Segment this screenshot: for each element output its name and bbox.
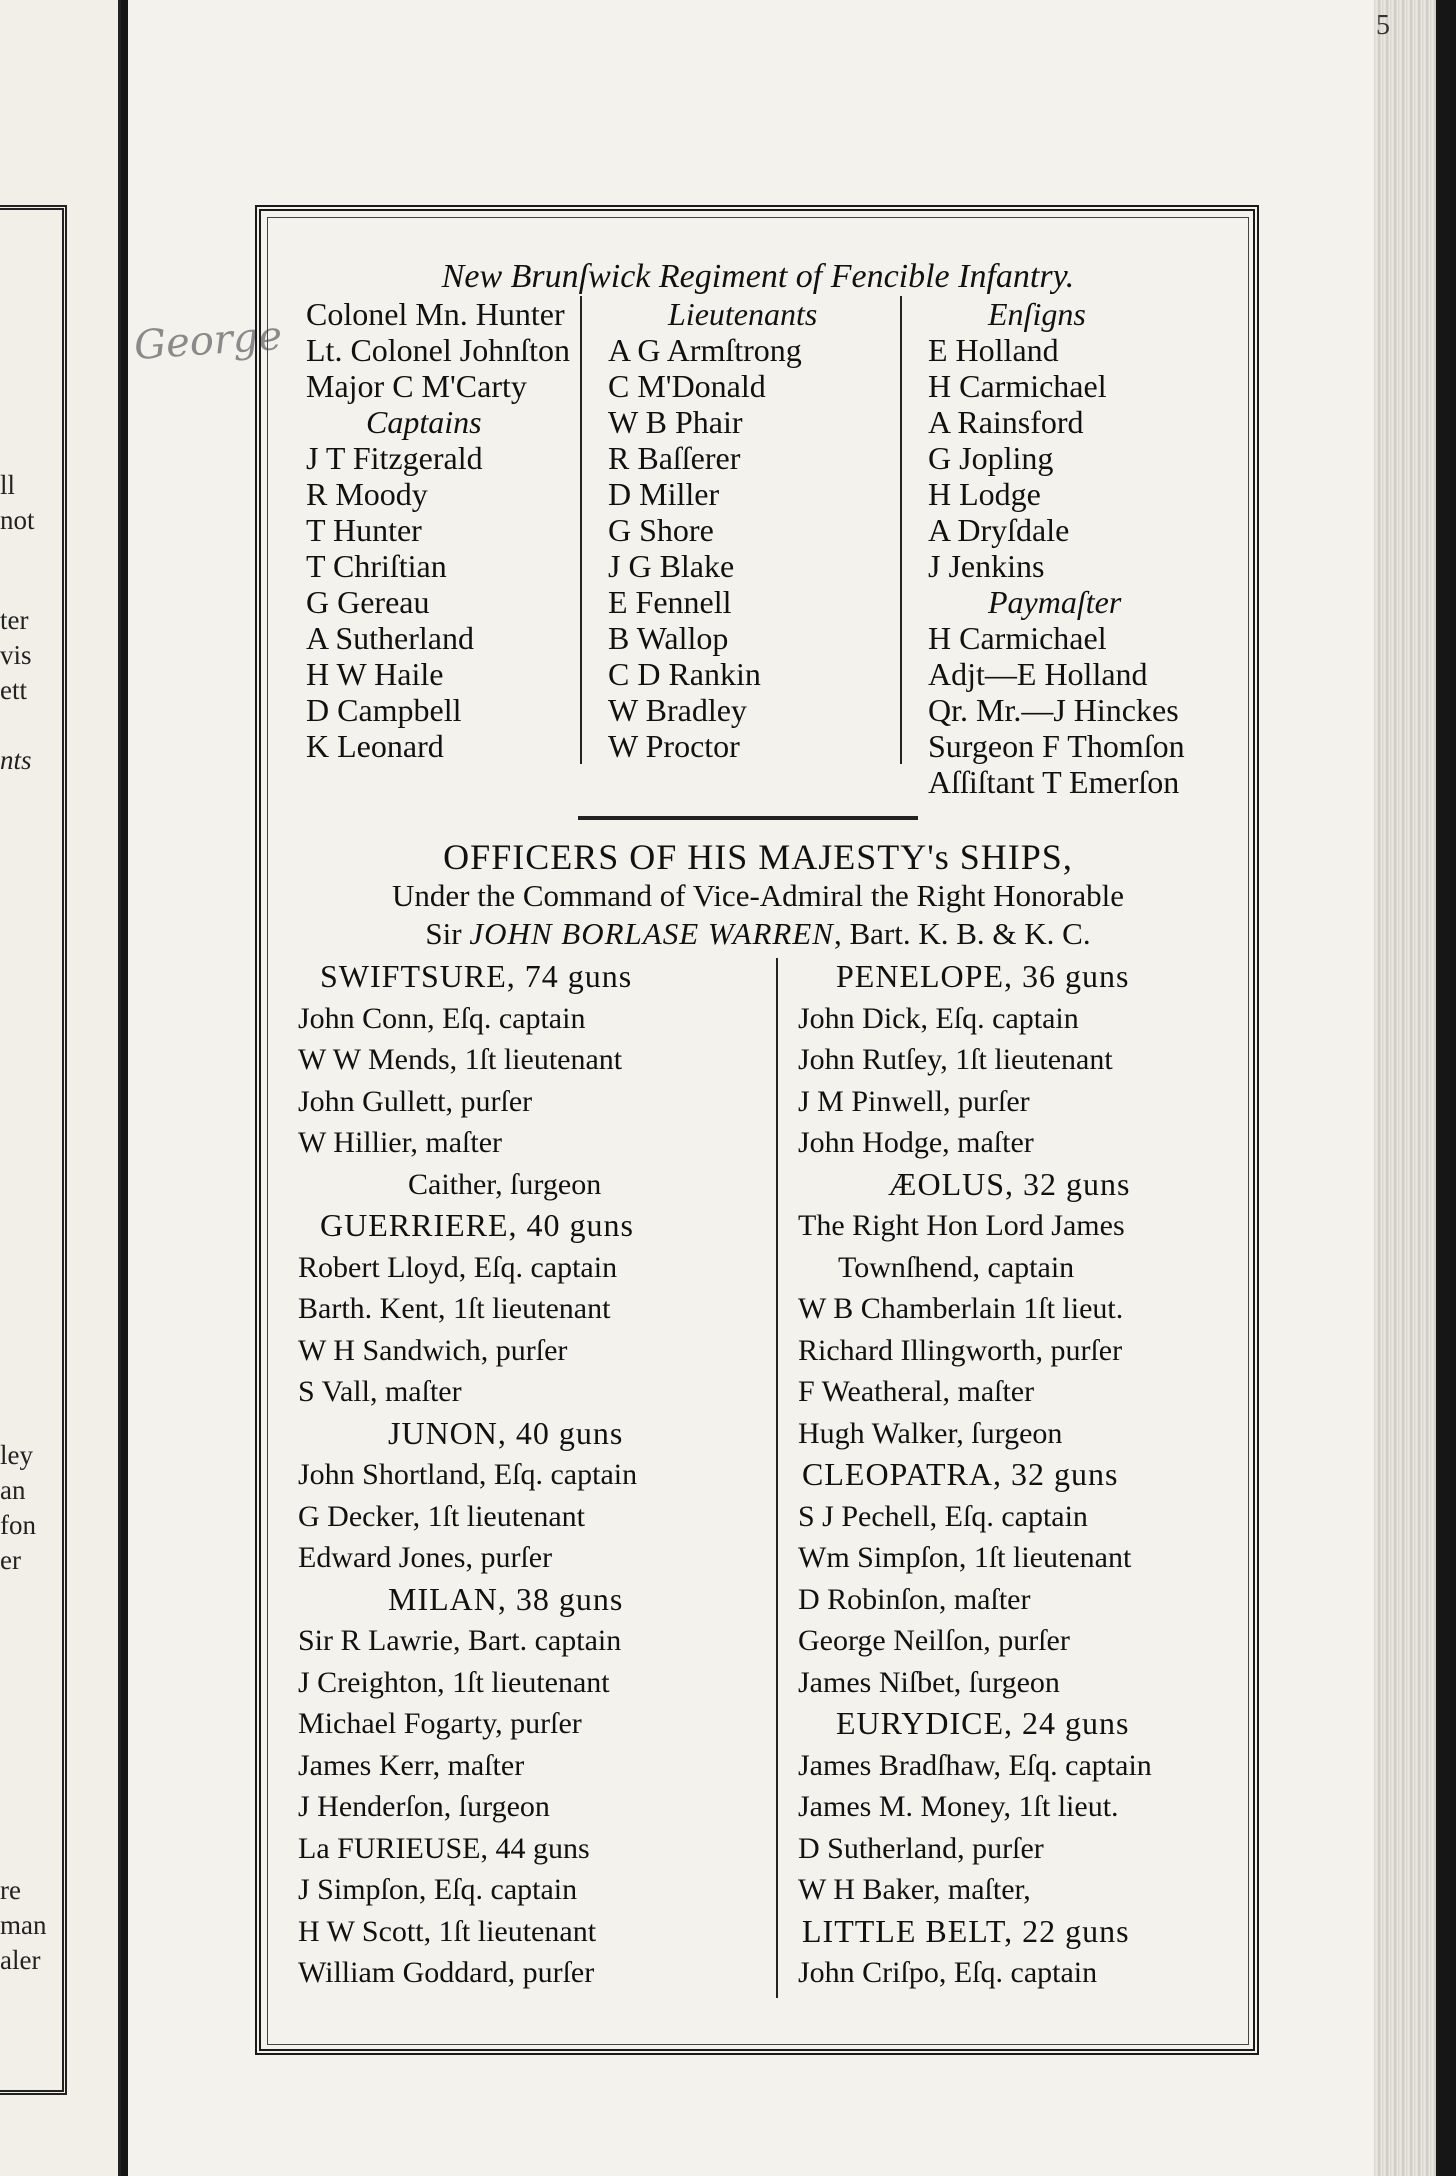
- previous-page-text-fragment: vis: [0, 640, 32, 670]
- page-frame: [255, 205, 1259, 2055]
- previous-page-text-fragment: not: [0, 505, 35, 535]
- officer-entry: H Lodge: [928, 476, 1041, 512]
- officer-entry: R Moody: [306, 476, 428, 512]
- ship-name: PENELOPE, 36 guns: [836, 958, 1130, 994]
- ship-officer-entry: S Vall, maſter: [298, 1375, 462, 1408]
- officer-entry: J G Blake: [608, 548, 735, 584]
- column-divider: [776, 958, 778, 1998]
- ship-officer-entry: John Hodge, maſter: [798, 1126, 1034, 1159]
- ship-officer-entry: John Gullett, purſer: [298, 1084, 533, 1118]
- previous-page-text-fragment: ter: [0, 605, 29, 635]
- column-divider: [580, 296, 582, 764]
- ship-name: EURYDICE, 24 guns: [836, 1705, 1130, 1741]
- officer-entry: D Miller: [608, 476, 720, 512]
- previous-page-text-fragment: er: [0, 1545, 21, 1575]
- page-corner-mark: 5: [1376, 10, 1390, 41]
- ship-officer-entry: Robert Lloyd, Eſq. captain: [298, 1250, 618, 1284]
- officer-entry: E Holland: [928, 332, 1059, 368]
- ship-officer-entry: W H Baker, maſter,: [798, 1873, 1031, 1906]
- previous-page-text-fragment: re: [0, 1875, 21, 1905]
- previous-page-text-fragment: ley: [0, 1440, 33, 1470]
- ship-officer-entry: W W Mends, 1ſt lieutenant: [298, 1043, 623, 1076]
- ship-officer-entry: G Decker, 1ſt lieutenant: [298, 1499, 586, 1533]
- ship-name: ÆOLUS, 32 guns: [888, 1165, 1131, 1202]
- ship-name: SWIFTSURE, 74 guns: [320, 958, 633, 994]
- ship-officer-entry: John Conn, Eſq. captain: [298, 1001, 586, 1035]
- page-stack-edge: [1374, 0, 1436, 2176]
- commander-prefix: Sir: [425, 916, 470, 951]
- officer-entry: A Sutherland: [306, 620, 474, 656]
- officer-entry: A Rainsford: [928, 404, 1084, 440]
- officer-entry: A G Armſtrong: [608, 332, 802, 368]
- ship-officer-entry: Edward Jones, purſer: [298, 1541, 553, 1574]
- ship-officer-entry: James Niſbet, ſurgeon: [798, 1665, 1060, 1699]
- ship-officer-entry: W B Chamberlain 1ſt lieut.: [798, 1292, 1124, 1325]
- officer-entry: Aſſiſtant T Emerſon: [928, 764, 1180, 800]
- column-heading: Enſigns: [988, 296, 1086, 332]
- ship-name: CLEOPATRA, 32 guns: [802, 1456, 1119, 1492]
- column-divider: [900, 296, 902, 764]
- regiment-column-lieutenants: [608, 296, 817, 764]
- officer-entry: R Baſſerer: [608, 440, 741, 476]
- officer-entry: T Hunter: [306, 512, 422, 548]
- handwritten-margin-note: George: [132, 312, 284, 370]
- ship-officer-entry: J Creighton, 1ſt lieutenant: [298, 1665, 610, 1699]
- officer-entry: A Dryſdale: [928, 512, 1070, 548]
- ship-officer-entry: La FURIEUSE, 44 guns: [298, 1831, 590, 1865]
- ship-name: MILAN, 38 guns: [388, 1580, 624, 1617]
- ship-officer-entry: Barth. Kent, 1ſt lieutenant: [298, 1292, 611, 1325]
- officer-entry: G Jopling: [928, 440, 1054, 476]
- column-heading: Lieutenants: [668, 296, 818, 332]
- ship-officer-entry: W H Sandwich, purſer: [298, 1333, 568, 1367]
- ship-officer-entry: J Simpſon, Eſq. captain: [298, 1873, 578, 1906]
- ship-officer-entry: James Bradſhaw, Eſq. captain: [798, 1748, 1152, 1782]
- officer-entry: Major C M'Carty: [306, 368, 527, 404]
- ships-right-column: [798, 956, 1152, 1994]
- section-divider: [578, 816, 918, 824]
- previous-page-text-fragment: aler: [0, 1945, 41, 1975]
- ship-officer-entry: John Criſpo, Eſq. captain: [798, 1956, 1098, 1989]
- ship-name: JUNON, 40 guns: [388, 1414, 624, 1451]
- officer-entry: Lt. Colonel Johnſton: [306, 332, 570, 368]
- officer-entry: W Proctor: [608, 728, 740, 764]
- ship-officer-entry: George Neilſon, purſer: [798, 1624, 1070, 1657]
- ship-officer-entry: William Goddard, purſer: [298, 1956, 595, 1989]
- ship-officer-entry: J Henderſon, ſurgeon: [298, 1790, 550, 1823]
- column-heading: Captains: [366, 404, 482, 440]
- ship-officer-entry: J M Pinwell, purſer: [798, 1084, 1030, 1118]
- regiment-column-officers: [306, 296, 570, 764]
- officer-entry: H Carmichael: [928, 620, 1107, 656]
- ship-officer-entry: S J Pechell, Eſq. captain: [798, 1499, 1088, 1533]
- officer-entry: Surgeon F Thomſon: [928, 728, 1185, 764]
- officer-entry: G Shore: [608, 512, 714, 548]
- previous-page-text-fragment: fon: [0, 1510, 36, 1540]
- previous-page-text-fragment: ett: [0, 675, 27, 705]
- ship-officer-entry: John Shortland, Eſq. captain: [298, 1458, 638, 1491]
- previous-page-text-fragment: ll: [0, 470, 16, 500]
- ships-title: OFFICERS OF HIS MAJESTY's SHIPS,: [443, 837, 1073, 877]
- officer-entry: C D Rankin: [608, 656, 761, 692]
- officer-entry: D Campbell: [306, 692, 462, 728]
- officer-entry: G Gereau: [306, 584, 430, 620]
- ship-officer-entry: F Weatheral, maſter: [798, 1375, 1035, 1408]
- ship-officer-entry: James Kerr, maſter: [298, 1748, 525, 1782]
- previous-page-edge: [0, 0, 121, 2176]
- ship-officer-entry: Michael Fogarty, purſer: [298, 1707, 582, 1740]
- previous-page-text-fragment: man: [0, 1910, 47, 1940]
- ship-officer-entry: H W Scott, 1ſt lieutenant: [298, 1914, 597, 1948]
- ship-officer-entry: Wm Simpſon, 1ſt lieutenant: [798, 1541, 1132, 1574]
- officer-entry: B Wallop: [608, 620, 729, 656]
- ship-officer-entry: D Sutherland, purſer: [798, 1831, 1044, 1865]
- officer-entry: E Fennell: [608, 584, 732, 620]
- ship-officer-entry: John Dick, Eſq. captain: [798, 1001, 1079, 1035]
- officer-entry: T Chriſtian: [306, 548, 447, 584]
- ship-officer-entry: John Rutſey, 1ſt lieutenant: [798, 1043, 1113, 1076]
- ships-left-column: [298, 956, 637, 1994]
- ship-officer-entry: W Hillier, maſter: [298, 1126, 503, 1159]
- officer-entry: H Carmichael: [928, 368, 1107, 404]
- frame-inner: [267, 217, 1249, 2045]
- ship-officer-entry: James M. Money, 1ſt lieut.: [798, 1790, 1119, 1823]
- regiment-title: New Brunſwick Regiment of Fencible Infantry.: [441, 258, 1075, 295]
- ships-commander: [268, 916, 1248, 952]
- officer-entry: Qr. Mr.—J Hinckes: [928, 692, 1179, 728]
- ships-subtitle: Under the Command of Vice-Admiral the Right Honorable: [392, 878, 1124, 913]
- column-heading: Paymaſter: [988, 584, 1122, 620]
- officer-entry: Adjt—E Holland: [928, 656, 1148, 692]
- officer-entry: W B Phair: [608, 404, 743, 440]
- ship-name: LITTLE BELT, 22 guns: [802, 1912, 1130, 1949]
- ship-officer-entry: The Right Hon Lord James: [798, 1209, 1125, 1242]
- ship-officer-entry: Caither, ſurgeon: [408, 1167, 602, 1201]
- previous-page-text-fragment: nts: [0, 745, 32, 775]
- ship-officer-entry: Richard Illingworth, purſer: [798, 1333, 1123, 1367]
- ship-officer-entry: D Robinſon, maſter: [798, 1582, 1031, 1616]
- officer-entry: H W Haile: [306, 656, 444, 692]
- ship-name: GUERRIERE, 40 guns: [320, 1207, 634, 1243]
- ship-officer-entry: Hugh Walker, ſurgeon: [798, 1416, 1063, 1450]
- regiment-column-ensigns: [928, 296, 1185, 800]
- ship-officer-entry: Townſhend, captain: [838, 1250, 1075, 1284]
- officer-entry: J Jenkins: [928, 548, 1045, 584]
- commander-name: JOHN BORLASE WARREN: [469, 916, 834, 951]
- officer-entry: J T Fitzgerald: [306, 440, 483, 476]
- ship-officer-entry: Sir R Lawrie, Bart. captain: [298, 1624, 622, 1657]
- previous-page-text-fragment: an: [0, 1475, 26, 1505]
- officer-entry: C M'Donald: [608, 368, 766, 404]
- officer-entry: W Bradley: [608, 692, 747, 728]
- officer-entry: Colonel Mn. Hunter: [306, 296, 565, 332]
- commander-suffix: , Bart. K. B. & K. C.: [833, 916, 1091, 951]
- officer-entry: K Leonard: [306, 728, 444, 764]
